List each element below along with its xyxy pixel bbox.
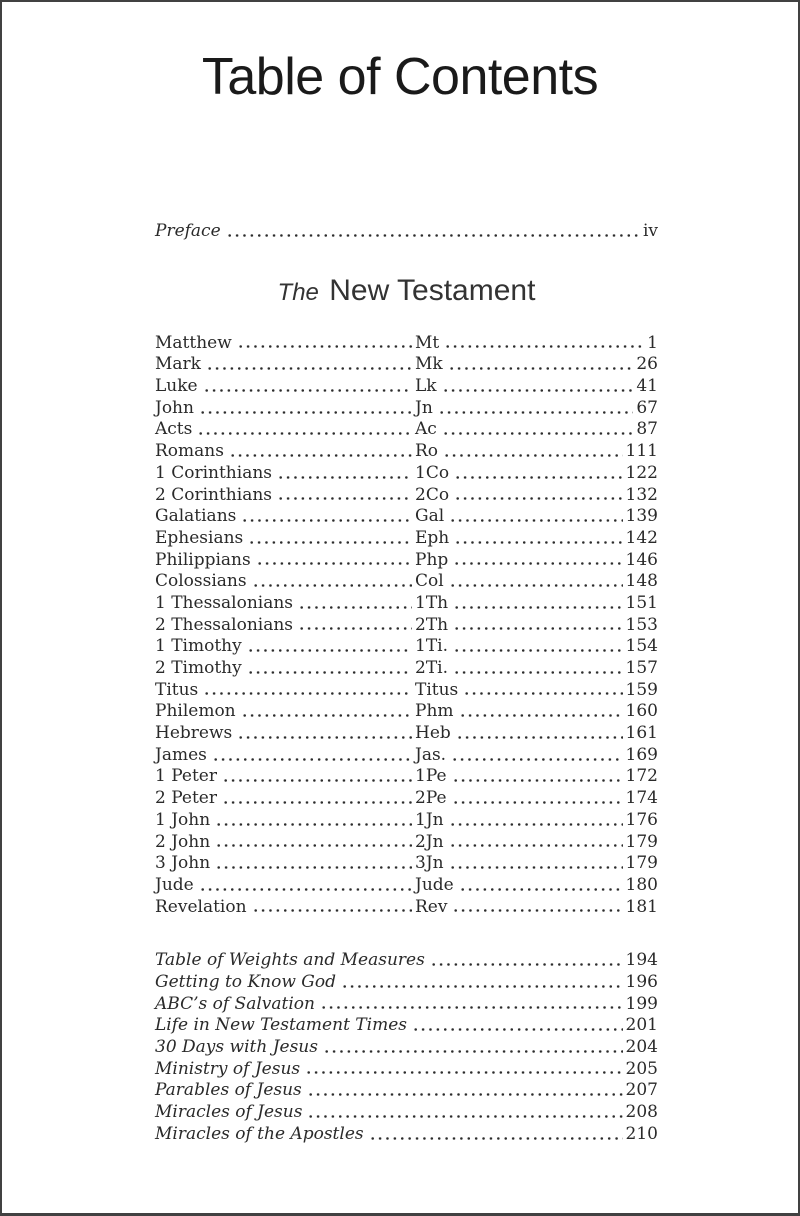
book-abbreviation: Ac (415, 419, 437, 440)
dot-leader (245, 658, 412, 680)
book-abbreviation: Eph (415, 527, 450, 548)
book-page-number: 111 (625, 441, 658, 462)
extra-row (155, 1059, 658, 1081)
dot-leader (452, 463, 622, 485)
dot-leader (227, 441, 412, 463)
book-page-number: 153 (625, 614, 658, 635)
dot-leader (442, 333, 644, 355)
preface-page-number: iv (642, 221, 658, 241)
extra-page-number: 204 (625, 1037, 658, 1057)
book-abbreviation: Lk (415, 376, 437, 397)
dot-leader (305, 1102, 622, 1124)
dot-leader (446, 354, 634, 376)
toc-content (155, 221, 658, 1145)
dot-leader (296, 615, 412, 637)
book-abbreviation: Jn (415, 397, 433, 418)
book-name: Luke (155, 376, 198, 397)
section-heading-name: New Testament (329, 273, 536, 307)
book-abbreviation: 2Co (415, 484, 450, 505)
dot-leader (210, 745, 412, 767)
dot-leader (339, 972, 623, 994)
book-page-number: 174 (625, 788, 658, 809)
dot-leader (201, 680, 412, 702)
book-name: 1 John (155, 809, 211, 830)
book-name: 2 Timothy (155, 658, 242, 678)
dot-leader (250, 571, 412, 593)
dot-leader (254, 550, 412, 572)
book-name: Galatians (155, 506, 237, 527)
extra-page-number: 199 (625, 993, 658, 1014)
book-name: Ephesians (155, 527, 244, 548)
book-name: James (155, 744, 207, 765)
book-page-number: 161 (625, 723, 658, 744)
dot-leader (450, 788, 623, 810)
book-row (155, 615, 658, 637)
extra-page-number: 194 (625, 950, 658, 971)
book-row (155, 658, 658, 680)
extra-page-number: 196 (625, 971, 658, 992)
book-name: 1 Timothy (155, 636, 242, 657)
dot-leader (447, 810, 623, 832)
book-abbreviation: Mt (415, 332, 440, 353)
dot-leader (275, 485, 412, 507)
book-abbreviation: Col (415, 571, 444, 592)
book-row (155, 832, 658, 854)
dot-leader (450, 766, 623, 788)
dot-leader (457, 701, 623, 723)
dot-leader (275, 463, 412, 485)
dot-leader (436, 398, 634, 420)
book-name: 1 Thessalonians (155, 592, 294, 613)
book-row (155, 745, 658, 767)
book-name: Hebrews (155, 723, 233, 744)
dot-leader (452, 528, 622, 550)
dot-leader (367, 1124, 623, 1146)
dot-leader (440, 376, 634, 398)
extra-row (155, 994, 658, 1016)
extra-row (155, 1102, 658, 1124)
book-name: 1 Corinthians (155, 462, 272, 483)
dot-leader (461, 680, 622, 702)
book-page-number: 180 (625, 874, 658, 895)
book-row (155, 485, 658, 507)
book-abbreviation: Gal (415, 506, 445, 527)
book-name: Matthew (155, 332, 232, 353)
book-abbreviation: 2Jn (415, 831, 444, 852)
extra-row (155, 972, 658, 994)
book-abbreviation: 2Ti. (415, 658, 448, 678)
book-page-number: 148 (625, 571, 658, 592)
book-page-number: 172 (625, 766, 658, 787)
dot-leader (201, 376, 412, 398)
extras-list (155, 950, 658, 1145)
book-row (155, 354, 658, 376)
extra-name: Getting to Know God (155, 971, 336, 992)
book-page-number: 179 (625, 831, 658, 852)
dot-leader (449, 745, 622, 767)
book-row (155, 550, 658, 572)
book-abbreviation: Mk (415, 354, 443, 375)
dot-leader (318, 994, 623, 1016)
book-row (155, 680, 658, 702)
book-page-number: 151 (625, 592, 658, 613)
dot-leader (235, 723, 412, 745)
book-row (155, 636, 658, 658)
dot-leader (450, 897, 622, 919)
extra-row (155, 1037, 658, 1059)
book-row (155, 766, 658, 788)
book-name: 1 Peter (155, 766, 217, 787)
book-row (155, 333, 658, 355)
book-abbreviation: 3Jn (415, 853, 444, 874)
book-page-number: 176 (625, 809, 658, 830)
dot-leader (447, 571, 623, 593)
book-row (155, 528, 658, 550)
book-list (155, 333, 658, 919)
book-abbreviation: 1Pe (415, 766, 447, 787)
extra-page-number: 201 (625, 1015, 658, 1036)
dot-leader (454, 723, 623, 745)
dot-leader (451, 636, 623, 658)
book-page-number: 41 (636, 376, 658, 397)
book-page-number: 179 (625, 853, 658, 874)
dot-leader (452, 485, 622, 507)
extra-row (155, 950, 658, 972)
dot-leader (451, 615, 622, 637)
book-abbreviation: Heb (415, 723, 451, 744)
extra-name: Life in New Testament Times (155, 1015, 407, 1036)
extra-page-number: 210 (625, 1123, 658, 1144)
dot-leader (213, 832, 412, 854)
dot-leader (457, 875, 623, 897)
dot-leader (204, 354, 412, 376)
book-name: Acts (155, 419, 193, 440)
book-name: Philemon (155, 701, 236, 722)
dot-leader (451, 550, 622, 572)
book-page-number: 139 (625, 506, 658, 527)
book-name: 2 John (155, 831, 211, 852)
book-page-number: 122 (625, 462, 658, 483)
dot-leader (303, 1059, 622, 1081)
book-page-number: 132 (625, 484, 658, 505)
book-row (155, 897, 658, 919)
dot-leader (246, 528, 412, 550)
dot-leader (451, 593, 622, 615)
book-abbreviation: Php (415, 549, 449, 570)
book-name: Colossians (155, 571, 247, 592)
book-name: Romans (155, 441, 224, 462)
section-heading (155, 274, 658, 310)
book-row (155, 723, 658, 745)
book-row (155, 875, 658, 897)
dot-leader (250, 897, 412, 919)
dot-leader (224, 221, 640, 243)
book-row (155, 506, 658, 528)
extra-page-number: 207 (625, 1080, 658, 1101)
book-name: John (155, 397, 194, 418)
book-name: Mark (155, 354, 201, 375)
extra-name: Miracles of the Apostles (155, 1123, 364, 1144)
extra-page-number: 205 (625, 1058, 658, 1079)
section-heading-prefix: The (277, 278, 319, 306)
book-page-number: 26 (636, 354, 658, 375)
book-row (155, 398, 658, 420)
book-name: Revelation (155, 896, 247, 917)
book-name: 2 Peter (155, 788, 217, 809)
dot-leader (220, 766, 412, 788)
book-page-number: 154 (625, 636, 658, 657)
book-row (155, 571, 658, 593)
dot-leader (451, 658, 623, 680)
preface-label: Preface (155, 221, 221, 241)
book-page-number: 142 (625, 527, 658, 548)
page-title: Table of Contents (201, 48, 599, 106)
preface-row (155, 221, 658, 243)
book-name: 3 John (155, 853, 211, 874)
dot-leader (213, 810, 412, 832)
book-abbreviation: 1Th (415, 592, 449, 613)
dot-leader (195, 419, 412, 441)
book-abbreviation: 2Pe (415, 788, 447, 809)
book-abbreviation: Ro (415, 441, 439, 462)
dot-leader (428, 950, 623, 972)
book-abbreviation: 1Co (415, 462, 450, 483)
book-row (155, 593, 658, 615)
book-abbreviation: Phm (415, 701, 454, 722)
book-name: 2 Thessalonians (155, 614, 294, 635)
extra-name: 30 Days with Jesus (155, 1037, 318, 1057)
extra-name: Miracles of Jesus (155, 1102, 303, 1123)
book-page-number: 160 (625, 701, 658, 722)
dot-leader (296, 593, 412, 615)
dot-leader (239, 701, 412, 723)
book-abbreviation: Jude (415, 874, 454, 895)
book-row (155, 441, 658, 463)
book-row (155, 419, 658, 441)
book-name: 2 Corinthians (155, 484, 272, 505)
book-page-number: 159 (625, 679, 658, 700)
dot-leader (197, 875, 412, 897)
dot-leader (440, 419, 634, 441)
extra-name: Ministry of Jesus (155, 1058, 301, 1079)
dot-leader (220, 788, 412, 810)
extra-name: Table of Weights and Measures (155, 950, 425, 971)
dot-leader (441, 441, 623, 463)
book-row (155, 810, 658, 832)
dot-leader (245, 636, 412, 658)
dot-leader (410, 1015, 623, 1037)
book-page-number: 1 (647, 332, 658, 353)
book-abbreviation: 1Jn (415, 809, 444, 830)
book-abbreviation: 1Ti. (415, 636, 448, 657)
dot-leader (235, 333, 412, 355)
book-page-number: 181 (625, 896, 658, 917)
dot-leader (321, 1037, 623, 1059)
dot-leader (239, 506, 412, 528)
book-abbreviation: Jas. (415, 744, 447, 765)
extra-name: Parables of Jesus (155, 1080, 302, 1101)
book-row (155, 463, 658, 485)
extra-page-number: 208 (625, 1102, 658, 1123)
dot-leader (447, 853, 623, 875)
extra-row (155, 1124, 658, 1146)
dot-leader (447, 832, 623, 854)
extra-row (155, 1080, 658, 1102)
book-abbreviation: Titus (415, 679, 459, 700)
book-page-number: 169 (625, 744, 658, 765)
extra-row (155, 1015, 658, 1037)
book-row (155, 853, 658, 875)
book-row (155, 701, 658, 723)
book-page-number: 87 (636, 419, 658, 440)
dot-leader (447, 506, 622, 528)
book-abbreviation: 2Th (415, 614, 449, 635)
book-row (155, 788, 658, 810)
book-page-number: 157 (625, 658, 658, 678)
book-name: Jude (155, 874, 194, 895)
book-name: Titus (155, 679, 199, 700)
book-page-number: 146 (625, 549, 658, 570)
book-name: Philippians (155, 549, 251, 570)
book-abbreviation: Rev (415, 896, 448, 917)
book-page-number: 67 (636, 397, 658, 418)
dot-leader (305, 1080, 623, 1102)
book-row (155, 376, 658, 398)
dot-leader (213, 853, 412, 875)
dot-leader (197, 398, 412, 420)
extra-name: ABC’s of Salvation (155, 993, 315, 1014)
